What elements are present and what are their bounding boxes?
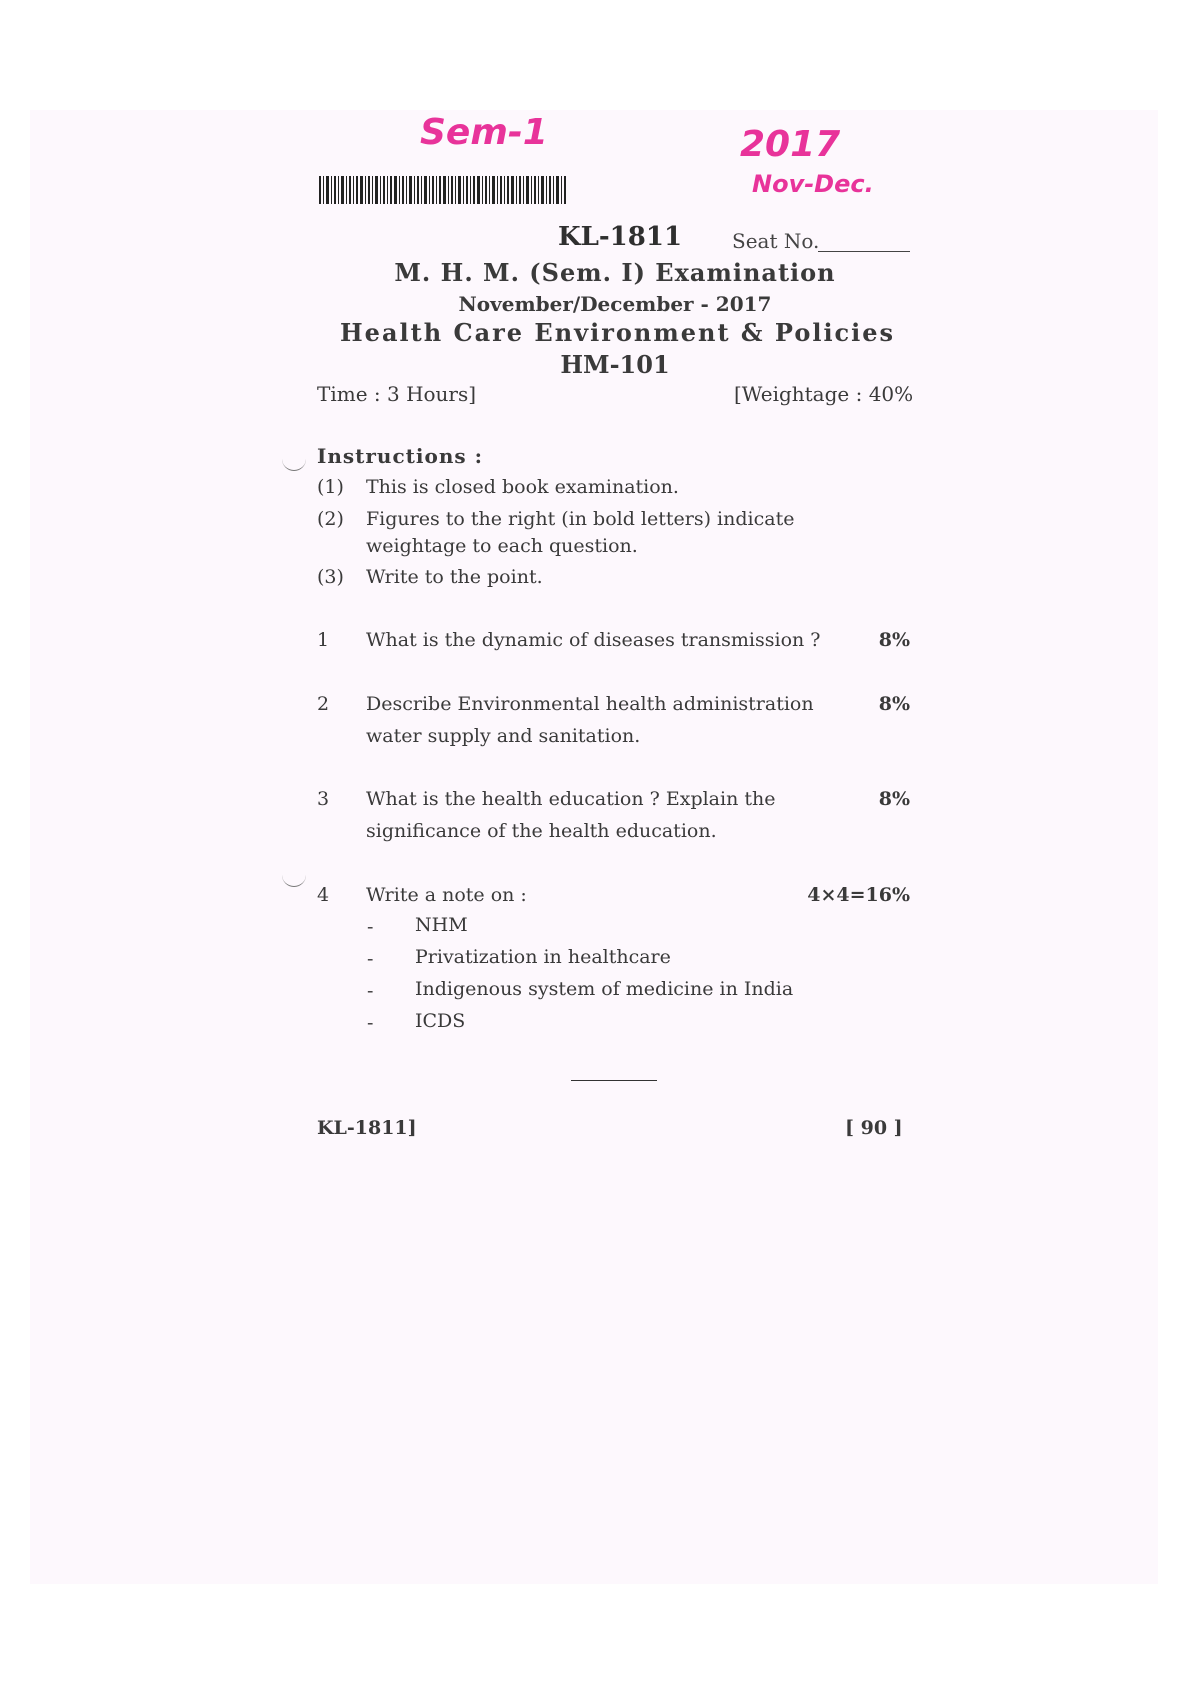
subject-title: Health Care Environment & Policies (340, 318, 896, 347)
list-bullet: - (367, 948, 374, 970)
seat-number-label: Seat No. (732, 229, 820, 253)
handwritten-year: 2017 (740, 124, 841, 165)
barcode (319, 176, 566, 204)
question-marks: 4×4=16% (807, 884, 910, 906)
question-text: What is the dynamic of diseases transmission ? (366, 629, 821, 651)
question-text: What is the health education ? Explain the (366, 788, 776, 810)
question-text: Write a note on : (366, 884, 527, 906)
instruction-text: Figures to the right (in bold letters) indicate (366, 508, 795, 530)
paper-code: KL-1811 (558, 222, 683, 252)
handwritten-session: Nov-Dec. (752, 170, 874, 198)
question-number: 2 (317, 693, 330, 715)
question-marks: 8% (878, 788, 910, 810)
note-topic: Indigenous system of medicine in India (415, 978, 794, 1000)
seat-number-line (818, 251, 910, 252)
instructions-heading: Instructions : (317, 444, 483, 468)
question-text-continued: significance of the health education. (366, 820, 717, 842)
instruction-text-continued: weightage to each question. (366, 535, 638, 557)
instruction-text: Write to the point. (366, 566, 543, 588)
note-topic: ICDS (415, 1010, 466, 1032)
instruction-number: (2) (317, 508, 344, 530)
note-topic: Privatization in healthcare (415, 946, 671, 968)
note-topic: NHM (415, 914, 468, 936)
time-allowed: Time : 3 Hours] (317, 382, 477, 406)
footer-paper-code: KL-1811] (317, 1117, 417, 1139)
instruction-number: (1) (317, 476, 344, 498)
question-marks: 8% (878, 629, 910, 651)
question-number: 4 (317, 884, 330, 906)
list-bullet: - (367, 980, 374, 1002)
instruction-text: This is closed book examination. (366, 476, 679, 498)
handwritten-semester: Sem-1 (420, 112, 548, 153)
question-text-continued: water supply and sanitation. (366, 725, 641, 747)
course-code: HM-101 (560, 350, 670, 379)
total-weightage: [Weightage : 40% (734, 382, 914, 406)
footer-page-number: [ 90 ] (845, 1117, 903, 1139)
exam-title: M. H. M. (Sem. I) Examination (394, 258, 836, 287)
list-bullet: - (367, 916, 374, 938)
question-number: 1 (317, 629, 330, 651)
end-divider (571, 1080, 657, 1081)
instruction-number: (3) (317, 566, 344, 588)
question-marks: 8% (878, 693, 910, 715)
question-number: 3 (317, 788, 330, 810)
list-bullet: - (367, 1012, 374, 1034)
question-text: Describe Environmental health administration (366, 693, 814, 715)
exam-session: November/December - 2017 (458, 292, 772, 316)
